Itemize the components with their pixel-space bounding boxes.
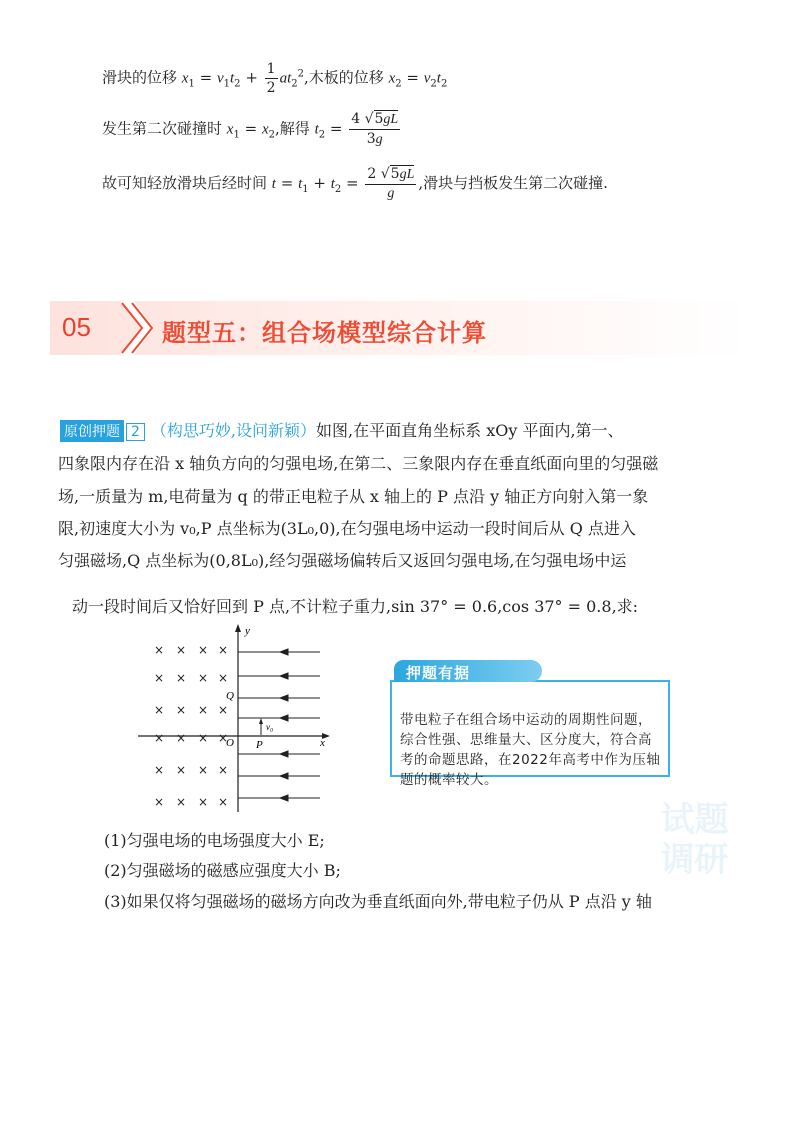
problem-number-badge: 2 (126, 423, 145, 441)
problem-line-5: 匀强磁场,Q 点坐标为(0,8L₀),经匀强磁场偏转后又返回匀强电场,在匀强电场中运 (58, 551, 627, 570)
v0-label: v₀ (266, 722, 274, 732)
svg-text:×: × (198, 731, 209, 745)
question-3: (3)如果仅将匀强磁场的磁场方向改为垂直纸面向外,带电粒子仍从 P 点沿 y 轴 (104, 892, 652, 911)
origin-label: O (226, 737, 234, 749)
svg-text:×: × (218, 671, 229, 685)
svg-text:×: × (176, 795, 187, 809)
callout-header (394, 660, 542, 682)
svg-text:×: × (154, 731, 165, 745)
callout-text: 带电粒子在组合场中运动的周期性问题，综合性强、思维量大、区分度大，符合高考的命题思路，在2022年高考中作为压轴题的概率较大。 (400, 712, 661, 788)
svg-text:×: × (218, 703, 229, 717)
section-number: 05 (62, 312, 91, 342)
callout-box (390, 658, 670, 788)
solution-text: 滑块的位移 (102, 68, 178, 87)
svg-text:×: × (176, 703, 187, 717)
watermark-logo (642, 800, 747, 890)
solution-line-2: 发生第二次碰撞时 $x_1 = x_2$,解得 $t_2$ = $\frac{4 √5gL}{3g}$ (102, 111, 399, 147)
solution-line-1: 滑块的位移 $x_1 = v_1t_2$ + $\frac{1}{2}$ $at_2^2$,木板的位移 $x_2 = v_2t_2$ (102, 61, 448, 96)
svg-text:×: × (218, 731, 229, 745)
svg-text:×: × (154, 643, 165, 657)
svg-text:×: × (154, 703, 165, 717)
svg-text:×: × (176, 731, 187, 745)
solution-text: ,解得 (275, 119, 310, 138)
watermark-line: 调研 (660, 840, 729, 880)
svg-text:×: × (198, 795, 209, 809)
problem-line-1 (60, 418, 624, 442)
question-2: (2)匀强磁场的磁感应强度大小 B; (104, 861, 341, 880)
callout-title: 押题有据 (406, 664, 471, 682)
svg-text:×: × (176, 643, 187, 657)
callout-border (390, 680, 670, 788)
svg-text:×: × (154, 795, 165, 809)
svg-text:×: × (176, 763, 187, 777)
svg-text:×: × (176, 671, 187, 685)
problem-line-4: 限,初速度大小为 v₀,P 点坐标为(3L₀,0),在匀强电场中运动一段时间后从 Q 点进入 (58, 519, 636, 538)
problem-text: 如图,在平面直角坐标系 xOy 平面内,第一、 (316, 421, 624, 440)
solution-text: ,木板的位移 (304, 68, 384, 87)
solution-text: ,滑块与挡板发生第二次碰撞. (418, 174, 608, 192)
svg-text:×: × (198, 763, 209, 777)
y-axis-label: y (245, 625, 250, 637)
svg-text:×: × (198, 671, 209, 685)
problem-tag: （构思巧妙,设问新颖） (150, 421, 317, 440)
problem-line-2: 四象限内存在沿 x 轴负方向的匀强电场,在第二、三象限内存在垂直纸面向里的匀强磁 (58, 454, 659, 473)
chevron-icon (108, 301, 158, 355)
solution-text: 发生第二次碰撞时 (102, 119, 223, 138)
p-label: P (256, 739, 263, 751)
svg-text:×: × (154, 671, 165, 685)
svg-text:×: × (218, 795, 229, 809)
problem-line-3: 场,一质量为 m,电荷量为 q 的带正电粒子从 x 轴上的 P 点沿 y 轴正方向射入第一象 (58, 487, 649, 506)
original-problem-label: 原创押题 (60, 420, 124, 442)
solution-line-3: 故可知轻放滑块后经时间 $t = t_1 + t_2$ = $\frac{2 √5gL}{g}$ ,滑块与挡板发生第二次碰撞. (102, 166, 608, 201)
q-label: Q (226, 690, 234, 702)
problem-line-6: 动一段时间后又恰好回到 P 点,不计粒子重力,sin 37° = 0.6,cos 37° = 0.8,求: (72, 597, 639, 616)
solution-text: 故可知轻放滑块后经时间 (102, 174, 268, 192)
watermark-line: 试题 (660, 800, 729, 840)
x-axis-label: x (320, 737, 325, 749)
svg-text:×: × (198, 703, 209, 717)
field-diagram (130, 622, 340, 817)
svg-text:×: × (154, 763, 165, 777)
electric-field-lines (238, 649, 320, 801)
svg-text:×: × (218, 763, 229, 777)
magnetic-field-crosses (154, 643, 228, 809)
section-title: 题型五：组合场模型综合计算 (162, 319, 487, 347)
question-1: (1)匀强电场的电场强度大小 E; (104, 831, 325, 850)
svg-text:×: × (198, 643, 209, 657)
svg-text:×: × (218, 643, 229, 657)
